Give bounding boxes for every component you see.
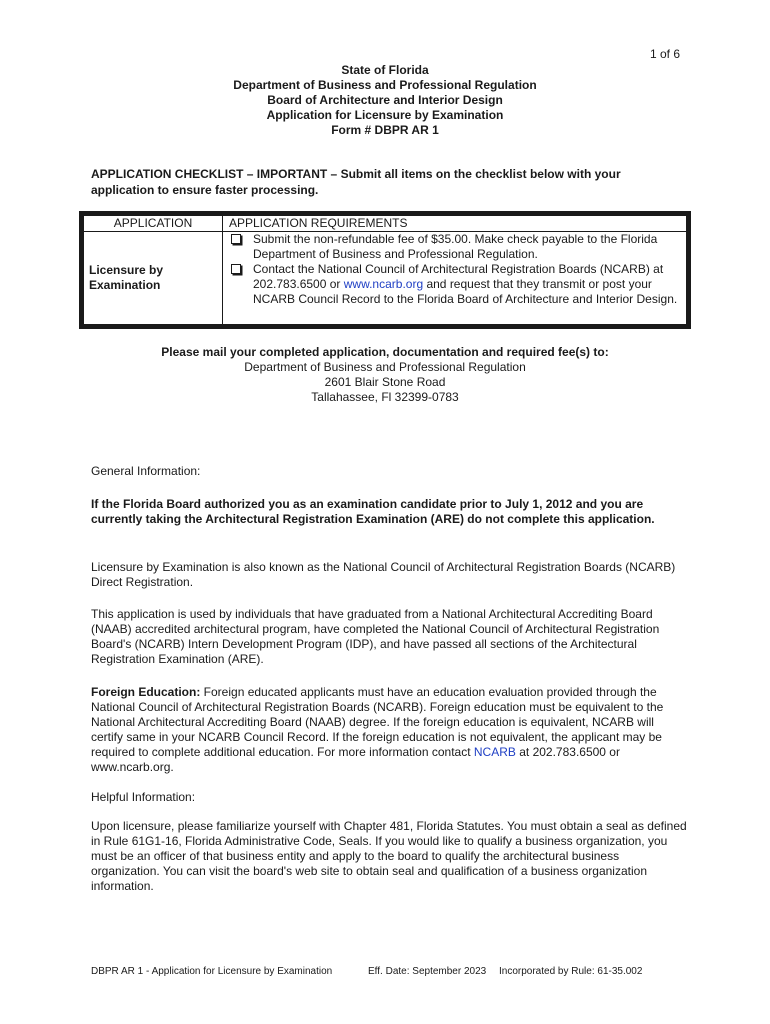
mailing-line-department: Department of Business and Professional Regulation [244,360,526,374]
foreign-education-text: Foreign educated applicants must have an education evaluation provided through the National Council of Architectural Registration Boards (NCARB). Foreign education must be equivalent to the National Architectural Accrediting Board (NAAB) degree. If the foreign education is equivalent, NCARB will certify same in your NCARB Council Record. If the foreign education is not equivalent, the applicant may be required to complete additional education. For more information contact [91,685,664,759]
helpful-paragraph: Upon licensure, please familiarize yourself with Chapter 481, Florida Statutes. You must obtain a seal as defined in Rule 61G1-16, Florida Administrative Code, Seals. If you would like to qualify a business organization, you must be an officer of that business entity and apply to the board to qualify the architectural business organization. You can visit the board's web site to obtain seal and qualification of a business organization information. [91,819,687,893]
requirement-fee-text: Submit the non-refundable fee of $35.00. Make check payable to the Florida Department of Business and Professional Regulation. [253,232,658,261]
table-header-requirements: APPLICATION REQUIREMENTS [223,216,687,232]
requirement-ncarb-text-end: and request that they transmit or post your NCARB Council Record to the Florida Board of Architecture and Interior Design. [253,277,678,306]
mailing-heading: Please mail your completed application, documentation and required fee(s) to: [161,345,609,359]
header-form-number: Form # DBPR AR 1 [331,123,439,137]
header-application-title: Application for Licensure by Examination [266,108,504,122]
requirements-cell [223,232,687,325]
foreign-education-text-end: at 202.783.6500 or www.ncarb.org. [91,745,620,774]
mailing-line-street: 2601 Blair Stone Road [324,375,446,389]
checkbox-icon [231,234,241,244]
general-information-label: General Information: [91,464,201,478]
ncarb-contact-link[interactable]: NCARB [473,745,516,759]
page-number: 1 of 6 [649,47,680,61]
foreign-education-paragraph [91,685,687,775]
table-header-application: APPLICATION [84,216,223,232]
notice-paragraph: If the Florida Board authorized you as an examination candidate prior to July 1, 2012 and you are currently taking the Architectural Registration Examination (ARE) do not complete this application. [91,497,655,526]
requirements-list [223,232,686,307]
helpful-information-label: Helpful Information: [91,790,196,804]
checklist-intro: APPLICATION CHECKLIST – IMPORTANT – Submit all items on the checklist below with your application to ensure faster processing. [91,167,621,197]
foreign-education-label: Foreign Education: [91,685,201,699]
footer-effective-date: Eff. Date: September 2023 [368,966,487,977]
mailing-address-block [0,345,770,405]
application-type-cell: Licensure by Examination [84,232,223,325]
header-department: Department of Business and Professional Regulation [233,78,537,92]
mailing-line-city: Tallahassee, Fl 32399-0783 [311,390,459,404]
requirement-item [253,262,682,307]
document-header [0,63,770,138]
ncarb-website-link[interactable]: www.ncarb.org [343,277,424,291]
checkbox-icon [231,264,241,274]
requirements-table [83,215,687,325]
footer-form-title: DBPR AR 1 - Application for Licensure by Examination [91,966,333,977]
requirements-table-frame [79,211,691,329]
header-board: Board of Architecture and Interior Design [267,93,503,107]
aka-paragraph: Licensure by Examination is also known as the National Council of Architectural Registration Boards (NCARB) Direct Registration. [91,560,676,589]
usage-paragraph: This application is used by individuals that have graduated from a National Architectural Accrediting Board (NAAB) accredited architectural program, have completed the National Council of Architectural Registration Board's (NCARB) Intern Development Program (IDP), and have passed all sections of the Architectural Registration Examination (ARE). [91,607,660,666]
requirement-item [253,232,682,262]
requirement-ncarb-text: Contact the National Council of Architectural Registration Boards (NCARB) at 202.783.6500 or [253,262,664,291]
header-state: State of Florida [341,63,429,77]
footer-rule: Incorporated by Rule: 61-35.002 [499,966,643,977]
